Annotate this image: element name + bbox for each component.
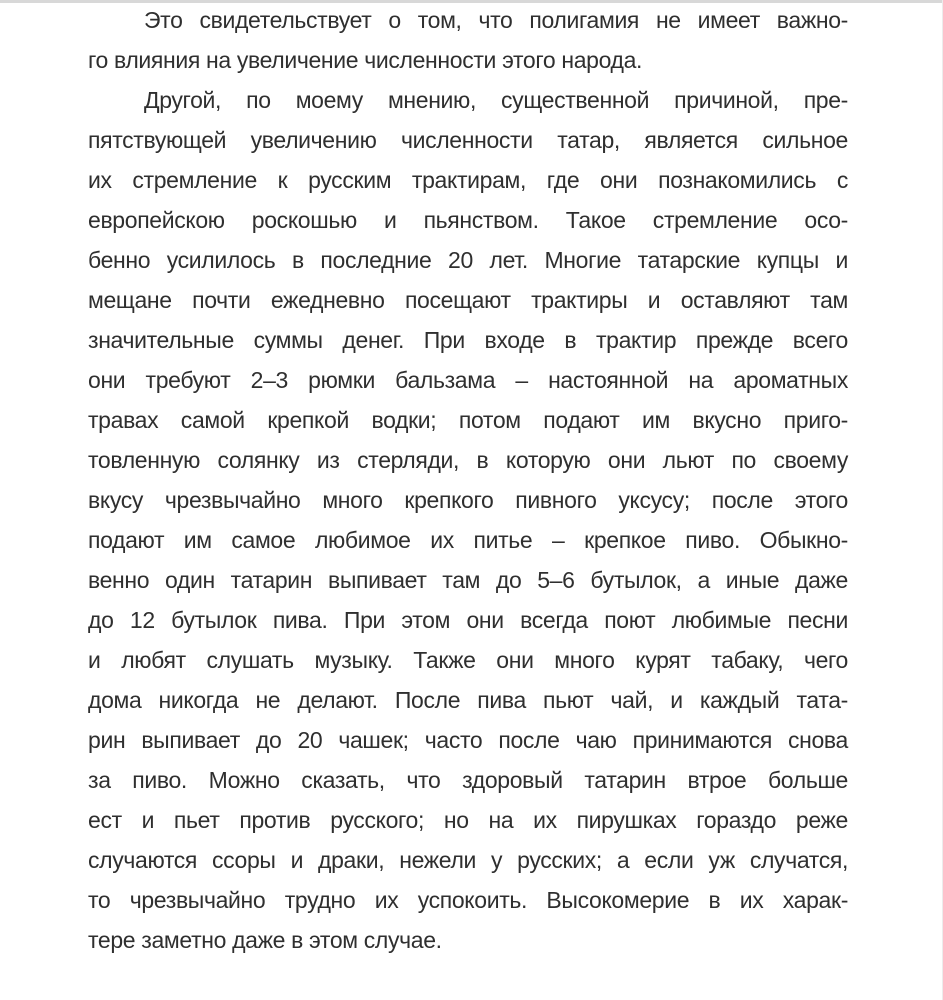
paragraph-2 xyxy=(88,80,848,960)
text-line: европейскою роскошью и пьянством. Такое стремление осо- xyxy=(88,207,848,233)
text-line: мещане почти ежедневно посещают трактиры и оставляют там xyxy=(88,287,848,313)
text-line: го влияния на увеличение численности этого народа. xyxy=(88,47,643,73)
text-line: то чрезвычайно трудно их успокоить. Высокомерие в их харак- xyxy=(88,887,848,913)
text-line: Это свидетельствует о том, что полигамия не имеет важно- xyxy=(144,7,848,33)
text-line: и любят слушать музыку. Также они много курят табаку, чего xyxy=(88,647,848,673)
text-line: тере заметно даже в этом случае. xyxy=(88,927,442,953)
text-line: они требуют 2–3 рюмки бальзама – настоянной на ароматных xyxy=(88,367,848,393)
text-line: товленную солянку из стерляди, в которую они льют по своему xyxy=(88,447,848,473)
text-line: вкусу чрезвычайно много крепкого пивного уксусу; после этого xyxy=(88,487,848,513)
text-line: травах самой крепкой водки; потом подают им вкусно приго- xyxy=(88,407,848,433)
text-line: до 12 бутылок пива. При этом они всегда поют любимые песни xyxy=(88,607,848,633)
document-page xyxy=(88,0,848,960)
text-line: случаются ссоры и драки, нежели у русских; а если уж случатся, xyxy=(88,847,848,873)
text-line: венно один татарин выпивает там до 5–6 бутылок, а иные даже xyxy=(88,567,848,593)
text-line: за пиво. Можно сказать, что здоровый татарин втрое больше xyxy=(88,767,848,793)
text-line: Другой, по моему мнению, существенной причиной, пре- xyxy=(144,87,848,113)
text-line: подают им самое любимое их питье – крепкое пиво. Обыкно- xyxy=(88,527,848,553)
text-line: ест и пьет против русского; но на их пирушках гораздо реже xyxy=(88,807,848,833)
text-line: рин выпивает до 20 чашек; часто после чаю принимаются снова xyxy=(88,727,848,753)
text-line: бенно усилилось в последние 20 лет. Многие татарские купцы и xyxy=(88,247,848,273)
text-line: значительные суммы денег. При входе в трактир прежде всего xyxy=(88,327,848,353)
paragraph-1 xyxy=(88,0,848,80)
text-line: их стремление к русским трактирам, где они познакомились с xyxy=(88,167,848,193)
text-line: пятствующей увеличению численности татар, является сильное xyxy=(88,127,848,153)
text-line: дома никогда не делают. После пива пьют чай, и каждый тата- xyxy=(88,687,848,713)
